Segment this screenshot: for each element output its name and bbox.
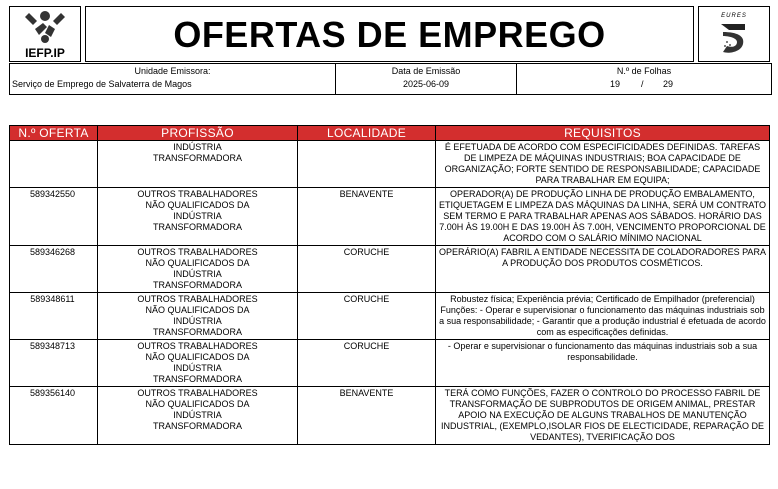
- profession-cell: OUTROS TRABALHADORES NÃO QUALIFICADOS DA INDÚSTRIA TRANSFORMADORA: [98, 340, 298, 387]
- sheet-total: 29: [663, 79, 674, 89]
- table-row: [10, 387, 770, 445]
- header-profession: PROFISSÃO: [98, 126, 298, 141]
- iefp-emblem-icon: [25, 9, 65, 45]
- title-box: [85, 6, 694, 62]
- eures-logo: [698, 6, 770, 62]
- profession-cell: OUTROS TRABALHADORES NÃO QUALIFICADOS DA INDÚSTRIA TRANSFORMADORA: [98, 387, 298, 445]
- profession-cell: INDÚSTRIA TRANSFORMADORA: [98, 141, 298, 188]
- requirements-cell: OPERADOR(A) DE PRODUÇÃO LINHA DE PRODUÇÃO EMBALAMENTO, ETIQUETAGEM E LIMPEZA DAS MÁQUINAS DA LINHA, SERÁ UM CONTRATO SEM TERMO E PARA TRABALHAR APENAS AOS SÁBADOS. HORÁRIO DAS 7.00H ÀS 19.00H E DAS 19.00H ÀS 7.00H, VENCIMENTO PROPORCIONAL DE ACORDO COM O SALÁRIO MÍNIMO NACIONAL: [436, 188, 770, 246]
- locality-cell: CORUCHE: [298, 246, 436, 293]
- page-header: [9, 6, 770, 62]
- table-row: [10, 293, 770, 340]
- requirements-cell: OPERÁRIO(A) FABRIL A ENTIDADE NECESSITA DE COLADORADORES PARA A PRODUÇÃO DOS PRODUTOS COSMÉTICOS.: [436, 246, 770, 293]
- profession-cell: OUTROS TRABALHADORES NÃO QUALIFICADOS DA INDÚSTRIA TRANSFORMADORA: [98, 246, 298, 293]
- header-offer-number: N.º OFERTA: [10, 126, 98, 141]
- header-locality: LOCALIDADE: [298, 126, 436, 141]
- sheet-count: [517, 64, 771, 94]
- locality-cell: BENAVENTE: [298, 387, 436, 445]
- sheet-current: 19: [610, 79, 621, 89]
- page-title: OFERTAS DE EMPREGO: [173, 14, 606, 55]
- job-offers-table: [9, 125, 770, 445]
- sheet-count-label: N.º de Folhas: [616, 66, 672, 76]
- issuing-unit: [10, 64, 336, 94]
- offer-number-cell: [10, 141, 98, 188]
- issue-date: [336, 64, 517, 94]
- locality-cell: [298, 141, 436, 188]
- offer-number-cell: 589356140: [10, 387, 98, 445]
- profession-cell: OUTROS TRABALHADORES NÃO QUALIFICADOS DA INDÚSTRIA TRANSFORMADORA: [98, 293, 298, 340]
- offer-number-cell: 589346268: [10, 246, 98, 293]
- table-row: [10, 246, 770, 293]
- requirements-cell: Robustez física; Experiência prévia; Certificado de Empilhador (preferencial) Funções: - Operar e supervisionar o funcionamento das máquinas industriais sob a sua responsabilidade; - Garantir que a produção industrial é efetuada de acordo com as especificações definidas.: [436, 293, 770, 340]
- header-requirements: REQUISITOS: [436, 126, 770, 141]
- iefp-logo: [9, 6, 81, 62]
- requirements-cell: TERÁ COMO FUNÇÕES, FAZER O CONTROLO DO PROCESSO FABRIL DE TRANSFORMAÇÃO DE SUBPRODUTOS DE ORIGEM ANIMAL, PRESTAR APOIO NA EXECUÇÃO DE ALGUNS TRABALHOS DE MANUTENÇÃO INDUSTRIAL, (EXEMPLO,ISOLAR FIOS DE ELECTICIDADE, REPARAÇÃO DE VEDANTES), TVERIFICAÇÃO DOS: [436, 387, 770, 445]
- requirements-cell: - Operar e supervisionar o funcionamento das máquinas industriais sob a sua responsabilidade.: [436, 340, 770, 387]
- info-strip: [9, 63, 772, 95]
- offer-number-cell: 589342550: [10, 188, 98, 246]
- table-header-row: [10, 126, 770, 141]
- table-row: [10, 188, 770, 246]
- table-row: [10, 340, 770, 387]
- eures-emblem-icon: [717, 22, 751, 56]
- offer-number-cell: 589348713: [10, 340, 98, 387]
- locality-cell: BENAVENTE: [298, 188, 436, 246]
- issuing-unit-value: Serviço de Emprego de Salvaterra de Magos: [12, 79, 192, 89]
- table-row: [10, 141, 770, 188]
- issuing-unit-label: Unidade Emissora:: [134, 66, 211, 76]
- locality-cell: CORUCHE: [298, 293, 436, 340]
- iefp-logo-text: IEFP.IP: [25, 46, 65, 60]
- issue-date-label: Data de Emissão: [391, 66, 461, 76]
- locality-cell: CORUCHE: [298, 340, 436, 387]
- issue-date-value: 2025-06-09: [402, 79, 450, 89]
- requirements-cell: É EFETUADA DE ACORDO COM ESPECIFICIDADES DEFINIDAS. TAREFAS DE LIMPEZA DE MÁQUINAS INDUSTRIAIS; BOA CAPACIDADE DE ORGANIZAÇÃO; FORTE SENTIDO DE RESPONSABILIDADE; CAPACIDADE PARA TRABALHAR EM EQUIPA;: [436, 141, 770, 188]
- sheet-separator: /: [641, 79, 644, 89]
- offer-number-cell: 589348611: [10, 293, 98, 340]
- profession-cell: OUTROS TRABALHADORES NÃO QUALIFICADOS DA INDÚSTRIA TRANSFORMADORA: [98, 188, 298, 246]
- eures-logo-text: EURES: [721, 13, 747, 19]
